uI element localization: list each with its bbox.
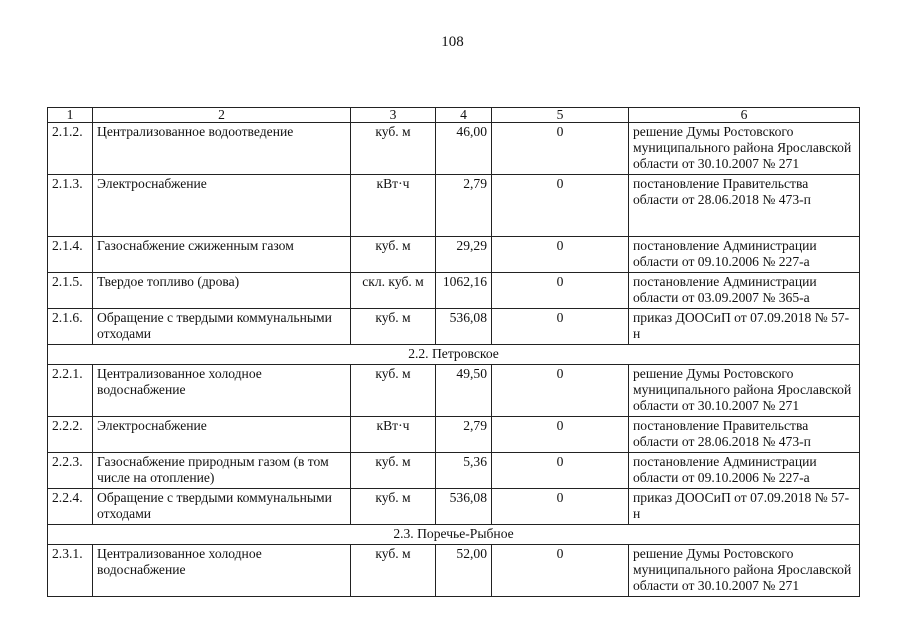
service-name: Централизованное холодное водоснабжение [93,365,351,417]
zero-value: 0 [492,273,629,309]
page-number: 108 [441,34,464,50]
legal-document: решение Думы Ростовского муниципального района Ярославской области от 30.10.2007 № 271 [629,123,860,175]
table-row [48,309,860,345]
service-name: Централизованное холодное водоснабжение [93,545,351,597]
legal-document: приказ ДООСиП от 07.09.2018 № 57-н [629,309,860,345]
section-title: 2.2. Петровское [48,345,860,365]
unit: куб. м [351,123,436,175]
value: 536,08 [436,489,492,525]
table-row [48,237,860,273]
legal-document: постановление Правительства области от 28.06.2018 № 473-п [629,417,860,453]
legal-document: постановление Администрации области от 09.10.2006 № 227-а [629,237,860,273]
table-row [48,453,860,489]
zero-value: 0 [492,545,629,597]
row-number: 2.2.2. [48,417,93,453]
service-name: Газоснабжение сжиженным газом [93,237,351,273]
header-cell: 3 [351,108,436,123]
service-name: Газоснабжение природным газом (в том числе на отопление) [93,453,351,489]
row-number: 2.2.3. [48,453,93,489]
table-row [48,489,860,525]
zero-value: 0 [492,417,629,453]
row-number: 2.2.1. [48,365,93,417]
zero-value: 0 [492,175,629,237]
service-name: Электроснабжение [93,175,351,237]
unit: куб. м [351,453,436,489]
zero-value: 0 [492,237,629,273]
zero-value: 0 [492,489,629,525]
service-name: Твердое топливо (дрова) [93,273,351,309]
zero-value: 0 [492,123,629,175]
table-row [48,545,860,597]
row-number: 2.1.4. [48,237,93,273]
section-row [48,525,860,545]
header-cell: 2 [93,108,351,123]
unit: куб. м [351,309,436,345]
unit: куб. м [351,237,436,273]
row-number: 2.1.3. [48,175,93,237]
table-row [48,273,860,309]
row-number: 2.3.1. [48,545,93,597]
row-number: 2.1.2. [48,123,93,175]
table-row [48,365,860,417]
unit: скл. куб. м [351,273,436,309]
row-number: 2.2.4. [48,489,93,525]
unit: кВт·ч [351,417,436,453]
zero-value: 0 [492,365,629,417]
unit: куб. м [351,365,436,417]
header-cell: 6 [629,108,860,123]
service-name: Электроснабжение [93,417,351,453]
row-number: 2.1.5. [48,273,93,309]
legal-document: решение Думы Ростовского муниципального района Ярославской области от 30.10.2007 № 271 [629,365,860,417]
unit: куб. м [351,489,436,525]
row-number: 2.1.6. [48,309,93,345]
section-row [48,345,860,365]
unit: кВт·ч [351,175,436,237]
unit: куб. м [351,545,436,597]
legal-document: решение Думы Ростовского муниципального района Ярославской области от 30.10.2007 № 271 [629,545,860,597]
zero-value: 0 [492,309,629,345]
legal-document: постановление Администрации области от 09.10.2006 № 227-а [629,453,860,489]
header-cell: 5 [492,108,629,123]
table-header-row [48,108,860,123]
value: 46,00 [436,123,492,175]
table-row [48,417,860,453]
service-name: Обращение с твердыми коммунальными отходами [93,309,351,345]
value: 52,00 [436,545,492,597]
header-cell: 1 [48,108,93,123]
value: 2,79 [436,417,492,453]
service-name: Централизованное водоотведение [93,123,351,175]
value: 1062,16 [436,273,492,309]
service-name: Обращение с твердыми коммунальными отходами [93,489,351,525]
zero-value: 0 [492,453,629,489]
value: 49,50 [436,365,492,417]
table-row [48,175,860,237]
table-row [48,123,860,175]
value: 29,29 [436,237,492,273]
tariff-table [47,107,860,597]
header-cell: 4 [436,108,492,123]
value: 2,79 [436,175,492,237]
value: 536,08 [436,309,492,345]
section-title: 2.3. Поречье-Рыбное [48,525,860,545]
legal-document: постановление Правительства области от 28.06.2018 № 473-п [629,175,860,237]
value: 5,36 [436,453,492,489]
legal-document: постановление Администрации области от 03.09.2007 № 365-а [629,273,860,309]
legal-document: приказ ДООСиП от 07.09.2018 № 57-н [629,489,860,525]
